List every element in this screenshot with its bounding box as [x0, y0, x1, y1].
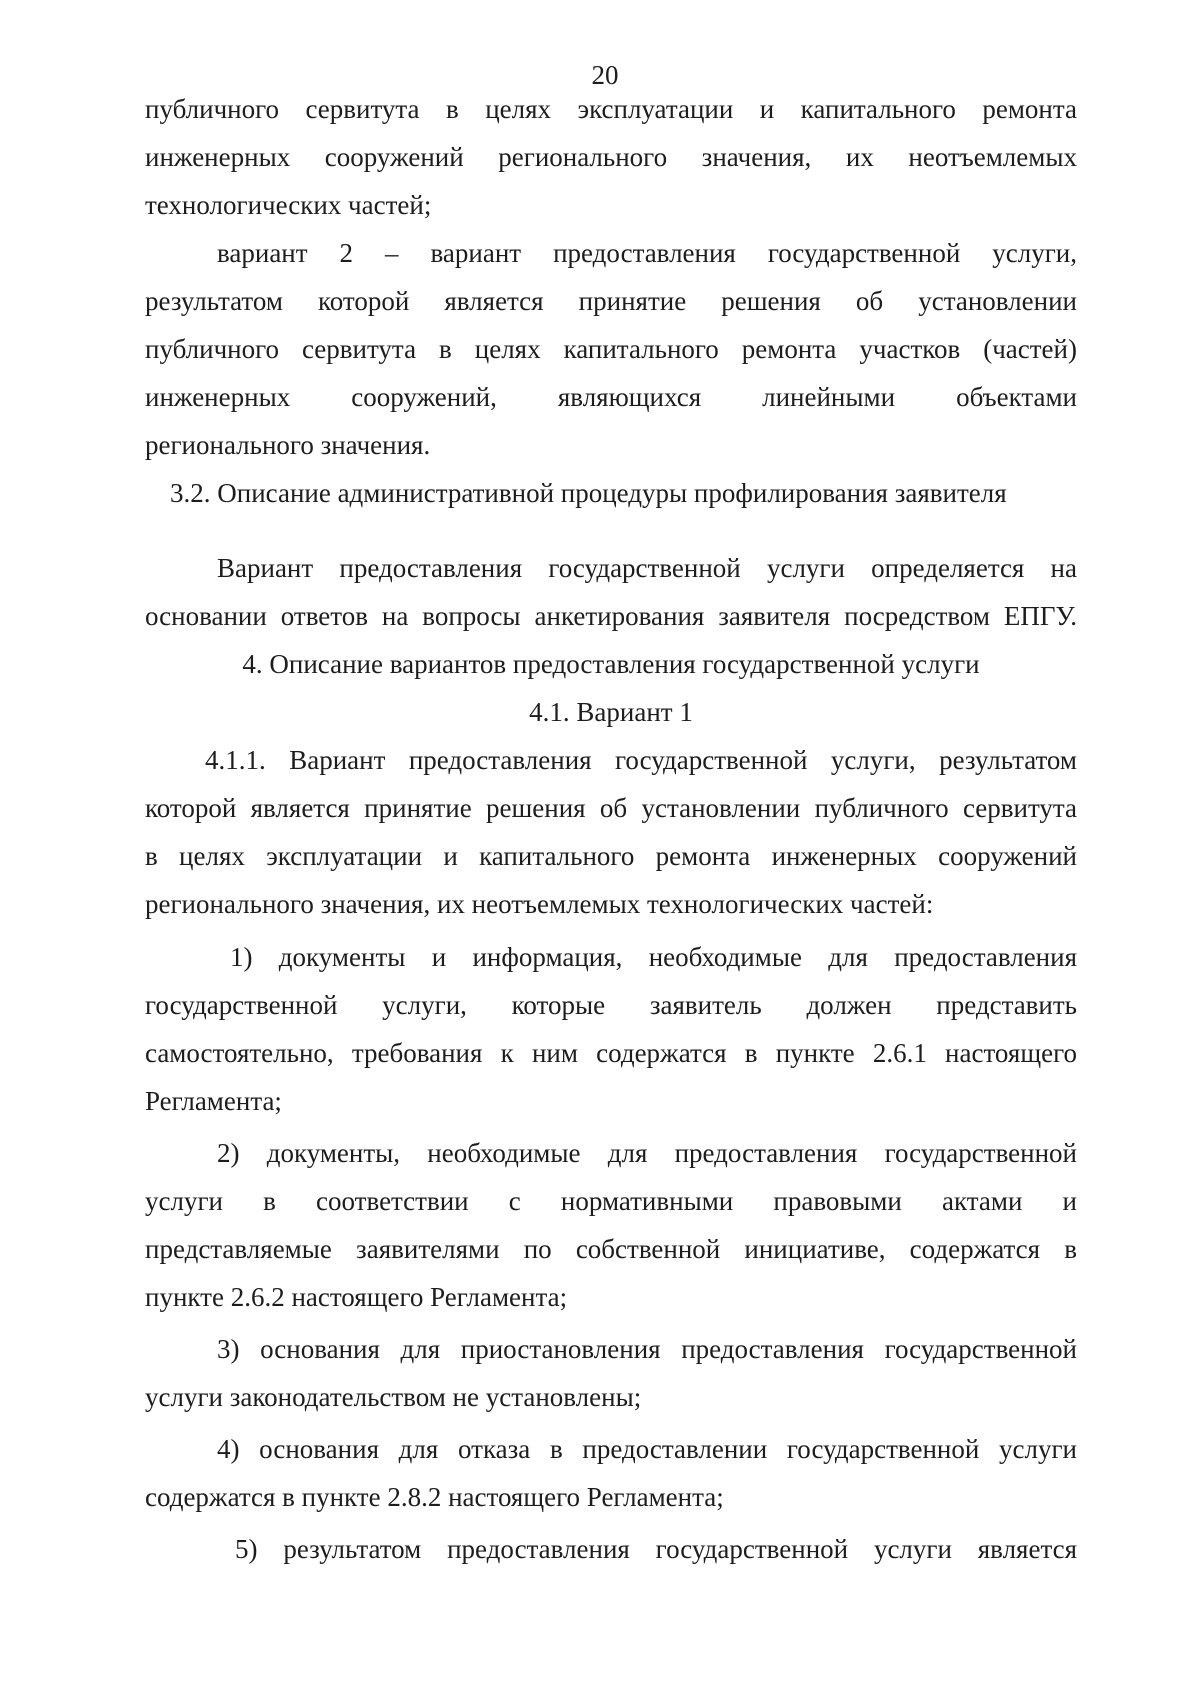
line-text: публичного сервитута в целях эксплуатации и капитального ремонта	[145, 94, 1077, 124]
text-line	[145, 649, 1077, 697]
text-line	[145, 1234, 1077, 1282]
text-line	[217, 238, 1077, 286]
text-line	[145, 841, 1077, 889]
line-text: 4.1.1. Вариант предоставления государственной услуги, результатом	[205, 745, 1077, 775]
text-line	[145, 1038, 1077, 1086]
line-text: инженерных сооружений регионального значения, их неотъемлемых	[145, 142, 1077, 172]
text-line	[145, 142, 1077, 190]
line-text: услуги законодательством не установлены;	[145, 1382, 642, 1412]
line-text: содержатся в пункте 2.8.2 настоящего Регламента;	[145, 1482, 724, 1512]
line-text: пункте 2.6.2 настоящего Регламента;	[145, 1282, 568, 1312]
line-text: инженерных сооружений, являющихся линейными объектами	[145, 382, 1077, 412]
line-text: вариант 2 – вариант предоставления государственной услуги,	[217, 238, 1077, 268]
text-line	[235, 1534, 1077, 1582]
line-text: 3) основания для приостановления предоставления государственной	[217, 1334, 1077, 1364]
line-text: 4. Описание вариантов предоставления государственной услуги	[242, 649, 980, 679]
line-text: которой является принятие решения об установлении публичного сервитута	[145, 793, 1077, 823]
text-line	[145, 1186, 1077, 1234]
line-text: Регламента;	[145, 1086, 282, 1116]
text-line	[217, 553, 1077, 601]
line-text: в целях эксплуатации и капитального ремонта инженерных сооружений	[145, 841, 1077, 871]
line-text: 5) результатом предоставления государственной услуги является	[235, 1534, 1077, 1564]
text-line	[217, 1334, 1077, 1382]
text-line	[145, 430, 1077, 478]
text-line	[230, 942, 1077, 990]
text-line	[145, 1282, 1077, 1330]
text-line	[217, 1138, 1077, 1186]
line-text: представляемые заявителями по собственной инициативе, содержатся в	[145, 1234, 1077, 1264]
text-line	[145, 601, 1077, 649]
text-line	[145, 793, 1077, 841]
line-text: регионального значения.	[145, 430, 431, 460]
line-text: услуги в соответствии с нормативными правовыми актами и	[145, 1186, 1077, 1216]
line-text: 4) основания для отказа в предоставлении государственной услуги	[217, 1434, 1077, 1464]
line-text: технологических частей;	[145, 190, 432, 220]
text-line	[170, 478, 1077, 526]
line-text: регионального значения, их неотъемлемых технологических частей:	[145, 889, 934, 919]
line-text: 1) документы и информация, необходимые для предоставления	[230, 942, 1077, 972]
line-text: основании ответов на вопросы анкетирования заявителя посредством ЕПГУ.	[145, 601, 1077, 631]
text-line	[217, 1434, 1077, 1482]
line-text: государственной услуги, которые заявитель должен представить	[145, 990, 1077, 1020]
page-number: 20	[591, 60, 619, 90]
line-text: 3.2. Описание административной процедуры профилирования заявителя	[170, 478, 1007, 508]
text-line	[145, 1382, 1077, 1430]
line-text: 4.1. Вариант 1	[529, 697, 693, 727]
text-line	[145, 1482, 1077, 1530]
line-text: результатом которой является принятие решения об установлении	[145, 286, 1077, 316]
line-text: 2) документы, необходимые для предоставления государственной	[217, 1138, 1077, 1168]
text-line	[145, 990, 1077, 1038]
text-line	[145, 334, 1077, 382]
line-text: самостоятельно, требования к ним содержатся в пункте 2.6.1 настоящего	[145, 1038, 1077, 1068]
text-line	[145, 190, 1077, 238]
text-line	[145, 286, 1077, 334]
text-line	[205, 745, 1077, 793]
text-line	[145, 889, 1077, 937]
line-text: публичного сервитута в целях капитального ремонта участков (частей)	[145, 334, 1077, 364]
text-line	[145, 1086, 1077, 1134]
text-line	[145, 382, 1077, 430]
line-text: Вариант предоставления государственной услуги определяется на	[217, 553, 1077, 583]
text-line	[145, 94, 1077, 142]
text-line	[145, 697, 1077, 745]
